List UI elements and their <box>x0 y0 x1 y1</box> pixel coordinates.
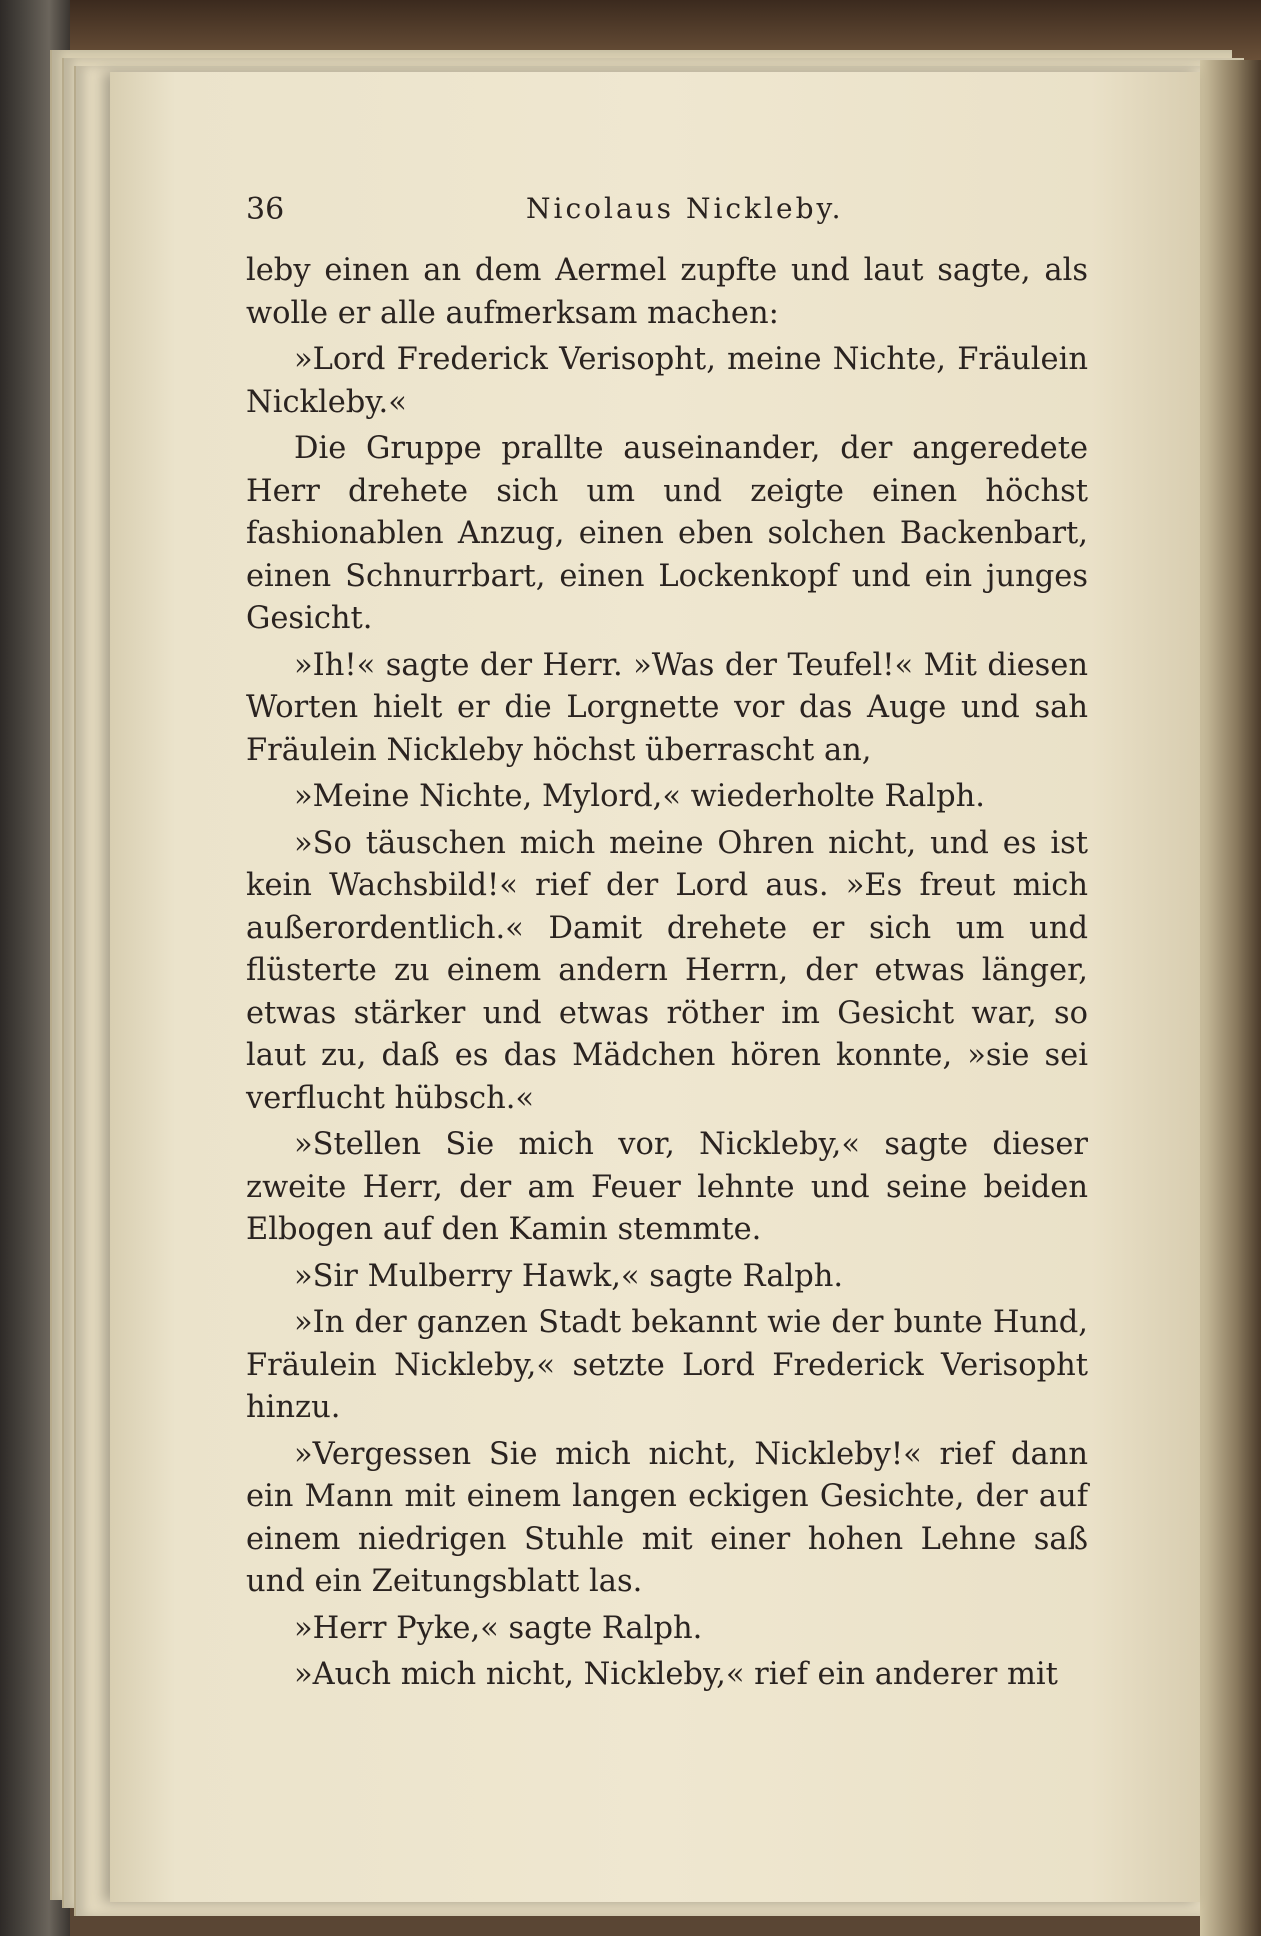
paragraph: »Lord Frederick Verisopht, meine Nichte, Fräulein Nickleby.« <box>246 342 1088 420</box>
paragraph: »So täuschen mich meine Ohren nicht, und es ist kein Wachsbild!« rief der Lord aus. »Es freut mich außerordentlich.« Damit drehete er sich um und flüsterte zu einem andern Herrn, der etwas länger, etwas stärker und etwas röther im Gesicht war, so laut zu, daß es das Mädchen hören konnte, »sie sei verflucht hübsch.« <box>246 825 1088 1116</box>
paragraph: leby einen an dem Aermel zupfte und laut sagte, als wolle er alle aufmerksam machen: <box>246 253 1088 331</box>
paragraph: »Stellen Sie mich vor, Nickleby,« sagte dieser zweite Herr, der am Feuer lehnte und seine beiden Elbogen auf den Kamin stemmte. <box>246 1127 1088 1247</box>
paragraph: Die Gruppe prallte auseinander, der angeredete Herr drehete sich um und zeigte einen höchst fashionablen Anzug, einen eben solchen Backenbart, einen Schnurrbart, einen Lockenkopf und ein junges Gesicht. <box>246 431 1088 636</box>
paragraph: »Vergessen Sie mich nicht, Nickleby!« rief dann ein Mann mit einem langen eckigen Gesichte, der auf einem niedrigen Stuhle mit einer hohen Lehne saß und ein Zeitungsblatt las. <box>246 1436 1088 1599</box>
book-right-edge <box>1200 60 1261 1936</box>
body-text <box>246 250 1088 1701</box>
paragraph: »Ih!« sagte der Herr. »Was der Teufel!« Mit diesen Worten hielt er die Lorgnette vor das Auge und sah Fräulein Nickleby höchst überrascht an, <box>246 647 1088 768</box>
running-title: Nicolaus Nickleby. <box>526 192 844 225</box>
paragraph: »Meine Nichte, Mylord,« wiederholte Ralph. <box>294 779 985 814</box>
page-number: 36 <box>246 192 285 227</box>
page-header <box>246 192 1086 232</box>
paragraph: »Herr Pyke,« sagte Ralph. <box>294 1610 703 1646</box>
paragraph: »In der ganzen Stadt bekannt wie der bunte Hund, Fräulein Nickleby,« setzte Lord Frederick Verisopht hinzu. <box>246 1305 1088 1425</box>
paragraph: »Auch mich nicht, Nickleby,« rief ein anderer mit <box>294 1657 1058 1692</box>
paragraph: »Sir Mulberry Hawk,« sagte Ralph. <box>294 1258 844 1294</box>
